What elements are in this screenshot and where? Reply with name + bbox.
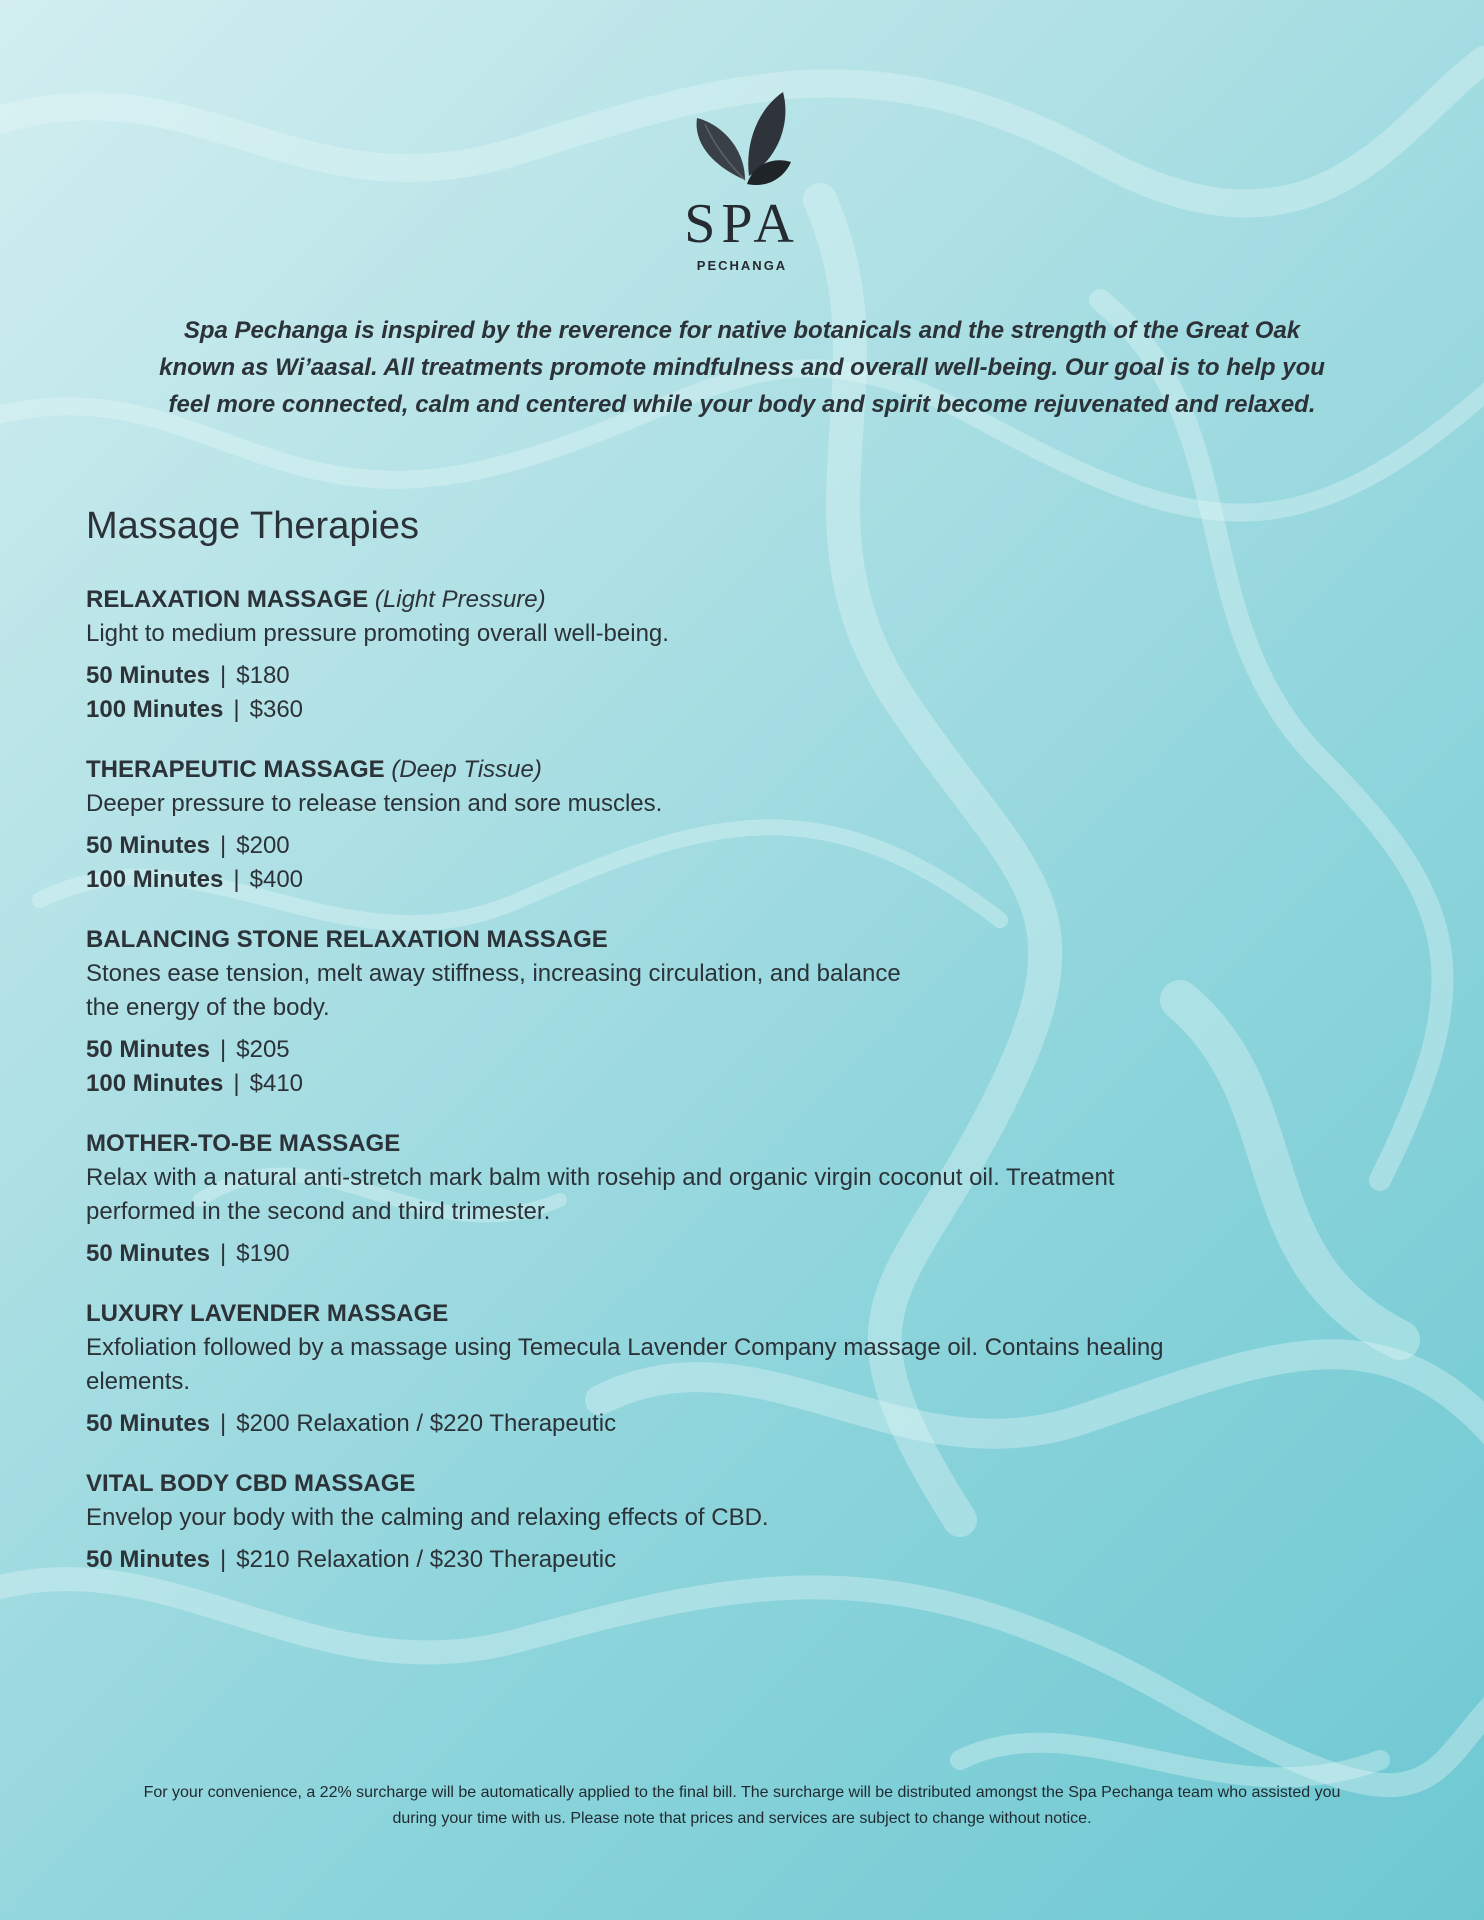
price-separator: | [233,866,240,893]
treatment-pressure-note: (Deep Tissue) [391,756,542,783]
treatment-prices [86,1543,1336,1577]
spa-logo [0,88,1484,273]
treatment-item [86,1467,1336,1577]
price-row [86,1237,1336,1271]
treatment-name: VITAL BODY CBD MASSAGE [86,1470,416,1497]
price-duration: 100 Minutes [86,866,224,893]
price-value: $200 Relaxation / $220 Therapeutic [236,1410,617,1437]
price-duration: 50 Minutes [86,1036,211,1063]
price-separator: | [233,1070,240,1097]
intro-paragraph: Spa Pechanga is inspired by the reverence for native botanicals and the strength of the Great Oak known as Wi’aasal. All treatments promote mindfulness and overall well-being. Our goal is to help you feel more connected, calm and centered while your body and spirit become rejuvenated and relaxed. [159,317,1325,418]
price-row [86,863,1336,897]
price-separator: | [220,832,227,859]
price-duration: 100 Minutes [86,696,224,723]
treatment-item [86,583,1336,727]
price-row [86,1407,1336,1441]
treatment-prices [86,1237,1336,1271]
price-duration: 50 Minutes [86,662,211,689]
section-title: Massage Therapies [86,505,420,547]
price-value: $410 [249,1070,304,1097]
price-duration: 50 Minutes [86,1410,211,1437]
price-value: $400 [249,866,304,893]
price-separator: | [220,1546,227,1573]
price-row [86,829,1336,863]
surcharge-disclaimer: For your convenience, a 22% surcharge will be automatically applied to the final bill. The surcharge will be distributed amongst the Spa Pechanga team who assisted you during your time with us. Please note that prices and services are subject to change without notice. [143,1784,1341,1827]
price-value: $360 [249,696,304,723]
treatment-description: Exfoliation followed by a massage using Temecula Lavender Company massage oil. Contains healing elements. [86,1334,1164,1395]
treatment-name: LUXURY LAVENDER MASSAGE [86,1300,449,1327]
treatment-prices [86,1033,1336,1101]
treatment-heading [86,1297,1336,1331]
treatment-name: MOTHER-TO-BE MASSAGE [86,1130,401,1157]
treatment-heading [86,753,1336,787]
logo-subtitle: PECHANGA [696,258,788,273]
treatment-list [86,583,1336,1603]
price-separator: | [220,1410,227,1437]
treatment-name: BALANCING STONE RELAXATION MASSAGE [86,926,608,953]
treatment-name: THERAPEUTIC MASSAGE [86,756,385,783]
price-value: $210 Relaxation / $230 Therapeutic [236,1546,617,1573]
treatment-heading [86,1127,1336,1161]
price-value: $200 [236,832,290,859]
treatment-description: Stones ease tension, melt away stiffness, increasing circulation, and balance the energy of the body. [86,960,901,1021]
treatment-heading [86,923,1336,957]
treatment-description: Envelop your body with the calming and relaxing effects of CBD. [86,1504,769,1531]
treatment-item [86,753,1336,897]
price-separator: | [220,1036,227,1063]
treatment-heading [86,583,1336,617]
treatment-prices [86,829,1336,897]
price-duration: 50 Minutes [86,1546,211,1573]
treatment-pressure-note: (Light Pressure) [374,586,546,613]
logo-wordmark: SPA [684,193,800,255]
price-value: $205 [236,1036,290,1063]
leaf-icon [687,88,797,190]
price-row [86,1033,1336,1067]
price-duration: 50 Minutes [86,1240,211,1267]
treatment-item [86,923,1336,1101]
price-row [86,1067,1336,1101]
price-row [86,659,1336,693]
treatment-heading [86,1467,1336,1501]
treatment-item [86,1127,1336,1271]
treatment-prices [86,659,1336,727]
price-separator: | [220,662,227,689]
price-row [86,1543,1336,1577]
price-duration: 100 Minutes [86,1070,224,1097]
treatment-description: Relax with a natural anti-stretch mark balm with rosehip and organic virgin coconut oil. Treatment performed in the second and third trimester. [86,1164,1115,1225]
treatment-description: Light to medium pressure promoting overall well-being. [86,620,669,647]
price-value: $190 [236,1240,290,1267]
treatment-item [86,1297,1336,1441]
price-row [86,693,1336,727]
treatment-description: Deeper pressure to release tension and sore muscles. [86,790,663,817]
price-duration: 50 Minutes [86,832,211,859]
price-value: $180 [236,662,290,689]
price-separator: | [220,1240,227,1267]
price-separator: | [233,696,240,723]
treatment-prices [86,1407,1336,1441]
treatment-name: RELAXATION MASSAGE [86,586,369,613]
